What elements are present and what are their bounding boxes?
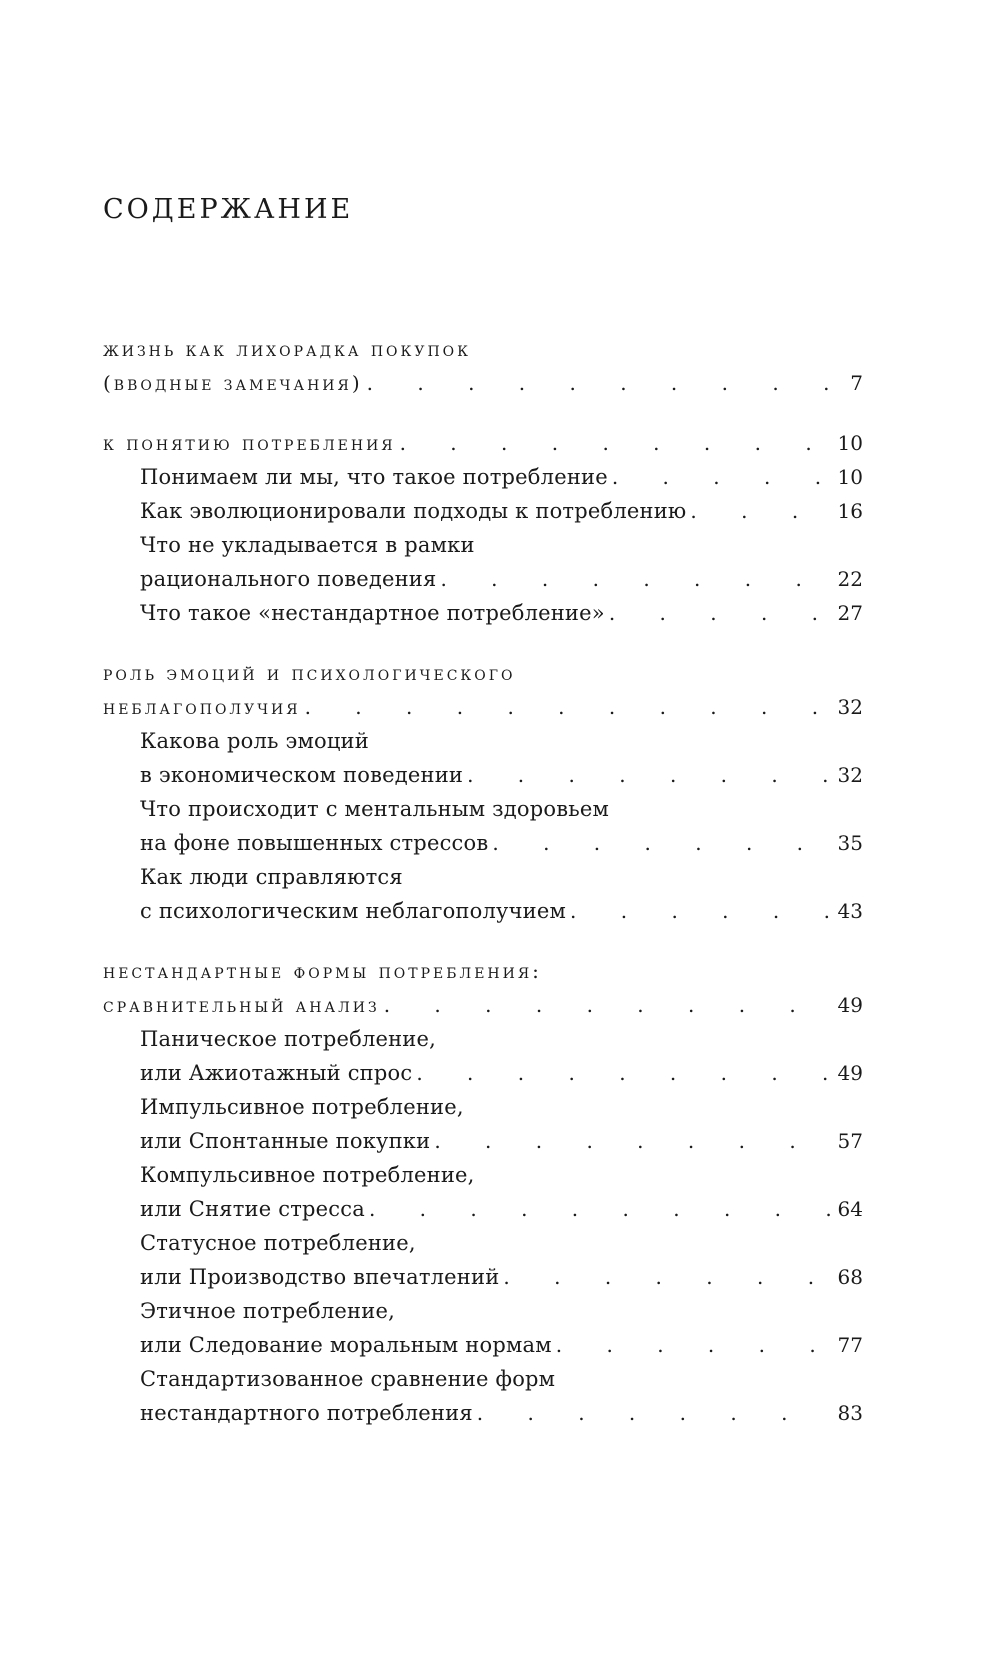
page-number: 35 bbox=[837, 831, 863, 855]
section-title: Что происходит с ментальным здоровьем bbox=[140, 797, 610, 821]
page-number: 83 bbox=[837, 1401, 863, 1425]
toc-line bbox=[140, 1362, 863, 1396]
section-title: или Снятие стресса bbox=[140, 1197, 365, 1221]
dot-leader bbox=[367, 366, 831, 400]
section-title: Что такое «нестандартное потребление» bbox=[140, 601, 605, 625]
page-number: 22 bbox=[837, 567, 863, 591]
section-title: Понимаем ли мы, что такое потребление bbox=[140, 465, 608, 489]
dot-leader bbox=[477, 1396, 831, 1430]
toc-line bbox=[140, 1124, 863, 1158]
toc-section[interactable] bbox=[140, 1294, 863, 1362]
section-title: Паническое потребление, bbox=[140, 1027, 437, 1051]
toc-section[interactable] bbox=[140, 724, 863, 792]
toc-section[interactable] bbox=[140, 460, 863, 494]
section-title: в экономическом поведении bbox=[140, 763, 464, 787]
page-number: 10 bbox=[837, 431, 863, 455]
page-number: 57 bbox=[837, 1129, 863, 1153]
toc-line bbox=[140, 460, 863, 494]
section-title: Этичное потребление, bbox=[140, 1299, 395, 1323]
section-title: Компульсивное потребление, bbox=[140, 1163, 475, 1187]
toc-line bbox=[103, 656, 863, 690]
chapter-title: сравнительный анализ bbox=[103, 993, 380, 1017]
section-title: Статусное потребление, bbox=[140, 1231, 416, 1255]
dot-leader bbox=[369, 1192, 831, 1226]
toc-chapter[interactable] bbox=[103, 656, 863, 724]
section-title: Что не укладывается в рамки bbox=[140, 533, 475, 557]
toc-section[interactable] bbox=[140, 494, 863, 528]
toc-line bbox=[140, 1294, 863, 1328]
toc-line bbox=[140, 1022, 863, 1056]
toc-section[interactable] bbox=[140, 860, 863, 928]
page-number: 77 bbox=[837, 1333, 863, 1357]
toc-line bbox=[140, 1226, 863, 1260]
section-title: Стандартизованное сравнение форм bbox=[140, 1367, 556, 1391]
page-number: 68 bbox=[837, 1265, 863, 1289]
page-number: 16 bbox=[837, 499, 863, 523]
toc-line bbox=[140, 894, 863, 928]
toc-chapter[interactable] bbox=[103, 954, 863, 1022]
section-title: Импульсивное потребление, bbox=[140, 1095, 464, 1119]
toc-line bbox=[140, 528, 863, 562]
toc-section[interactable] bbox=[140, 596, 863, 630]
chapter-title: к понятию потребления bbox=[103, 431, 396, 455]
section-title: или Следование моральным нормам bbox=[140, 1333, 552, 1357]
toc-line bbox=[140, 1328, 863, 1362]
toc-line bbox=[140, 860, 863, 894]
section-title: на фоне повышенных стрессов bbox=[140, 831, 489, 855]
toc-line bbox=[103, 332, 863, 366]
toc-line bbox=[140, 792, 863, 826]
section-title: Как эволюционировали подходы к потреблению bbox=[140, 499, 687, 523]
chapter-title: жизнь как лихорадка покупок bbox=[103, 337, 471, 361]
toc-line bbox=[140, 1090, 863, 1124]
page-number: 32 bbox=[837, 695, 863, 719]
section-title: нестандартного потребления bbox=[140, 1401, 473, 1425]
toc-section[interactable] bbox=[140, 1090, 863, 1158]
toc-line bbox=[103, 366, 863, 400]
chapter-title: нестандартные формы потребления: bbox=[103, 959, 542, 983]
dot-leader bbox=[690, 494, 831, 528]
section-title: Как люди справляются bbox=[140, 865, 403, 889]
toc-line bbox=[140, 826, 863, 860]
chapter-title: (вводные замечания) bbox=[103, 371, 363, 395]
page-number: 32 bbox=[837, 763, 863, 787]
chapter-title: роль эмоций и психологического bbox=[103, 661, 516, 685]
toc-section[interactable] bbox=[140, 1362, 863, 1430]
page-number: 7 bbox=[850, 371, 863, 395]
toc-line bbox=[103, 988, 863, 1022]
toc-line bbox=[140, 1056, 863, 1090]
page-number: 49 bbox=[837, 1061, 863, 1085]
toc-section[interactable] bbox=[140, 792, 863, 860]
toc-section[interactable] bbox=[140, 1022, 863, 1090]
page-number: 64 bbox=[837, 1197, 863, 1221]
dot-leader bbox=[570, 894, 831, 928]
dot-leader bbox=[492, 826, 831, 860]
section-title: или Производство впечатлений bbox=[140, 1265, 500, 1289]
toc-line bbox=[103, 954, 863, 988]
dot-leader bbox=[612, 460, 831, 494]
section-title: или Ажиотажный спрос bbox=[140, 1061, 413, 1085]
toc-line bbox=[103, 426, 863, 460]
toc-line bbox=[140, 1158, 863, 1192]
chapter-title: неблагополучия bbox=[103, 695, 301, 719]
toc-line bbox=[140, 494, 863, 528]
toc-chapter[interactable] bbox=[103, 426, 863, 460]
page-number: 10 bbox=[837, 465, 863, 489]
section-title: или Спонтанные покупки bbox=[140, 1129, 431, 1153]
dot-leader bbox=[467, 758, 831, 792]
section-title: Какова роль эмоций bbox=[140, 729, 369, 753]
toc-line bbox=[140, 758, 863, 792]
dot-leader bbox=[416, 1056, 831, 1090]
toc-line bbox=[140, 596, 863, 630]
toc-line bbox=[103, 690, 863, 724]
dot-leader bbox=[503, 1260, 831, 1294]
dot-leader bbox=[434, 1124, 831, 1158]
toc-line bbox=[140, 724, 863, 758]
toc-line bbox=[140, 1260, 863, 1294]
toc-section[interactable] bbox=[140, 528, 863, 596]
dot-leader bbox=[305, 690, 831, 724]
page-number: 27 bbox=[837, 601, 863, 625]
toc-line bbox=[140, 1396, 863, 1430]
toc-chapter[interactable] bbox=[103, 332, 863, 400]
page-number: 43 bbox=[837, 899, 863, 923]
dot-leader bbox=[400, 426, 831, 460]
section-title: с психологическим неблагополучием bbox=[140, 899, 567, 923]
dot-leader bbox=[609, 596, 831, 630]
dot-leader bbox=[384, 988, 831, 1022]
dot-leader bbox=[440, 562, 831, 596]
dot-leader bbox=[556, 1328, 831, 1362]
toc-line bbox=[140, 562, 863, 596]
page-number: 49 bbox=[837, 993, 863, 1017]
toc-section[interactable] bbox=[140, 1226, 863, 1294]
toc-line bbox=[140, 1192, 863, 1226]
section-title: рационального поведения bbox=[140, 567, 437, 591]
toc-section[interactable] bbox=[140, 1158, 863, 1226]
page-title: СОДЕРЖАНИЕ bbox=[103, 194, 354, 225]
